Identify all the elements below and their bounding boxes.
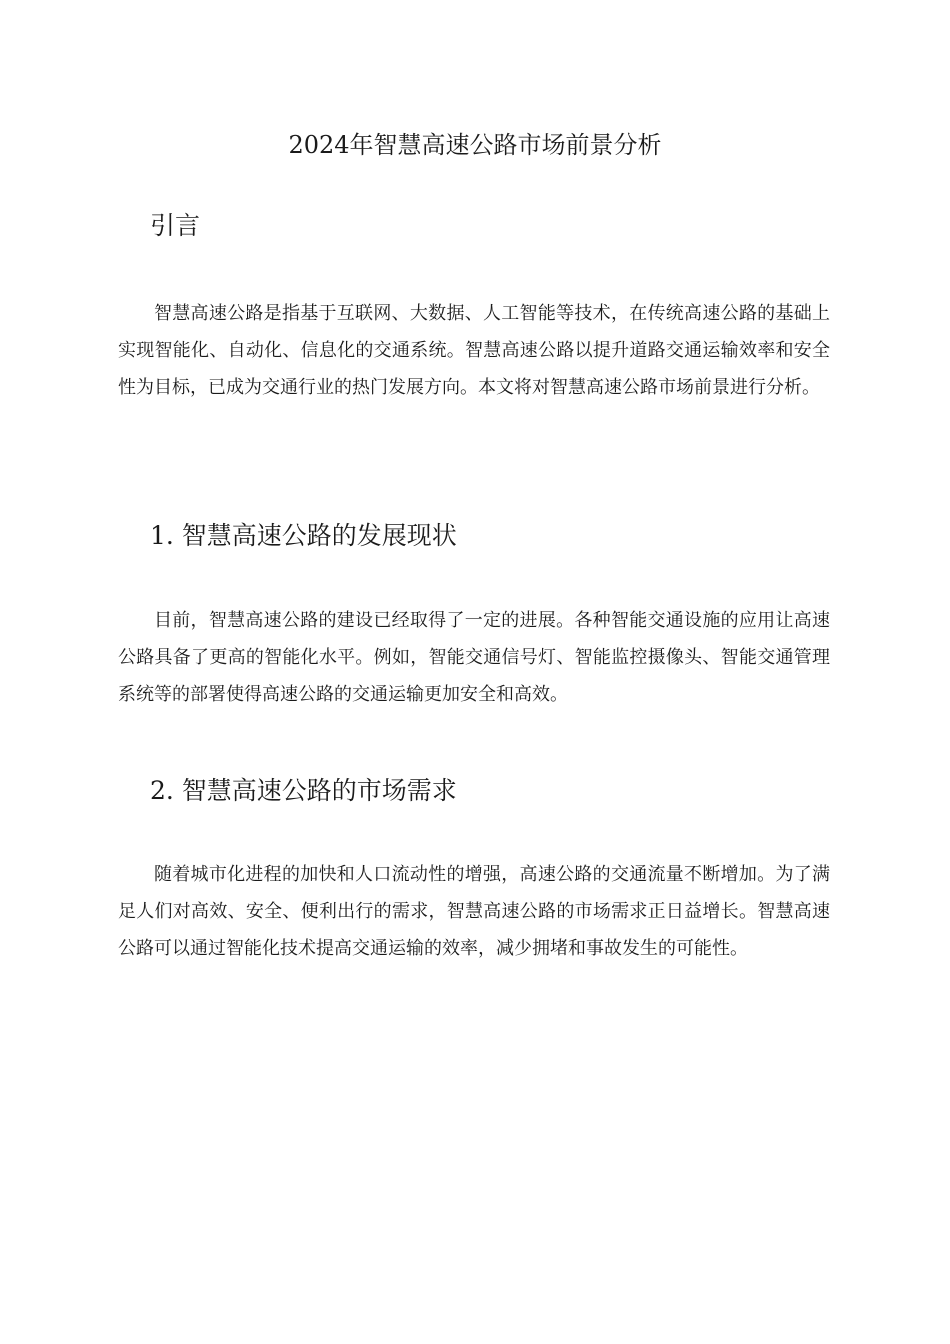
section-paragraph-market-demand: 随着城市化进程的加快和人口流动性的增强，高速公路的交通流量不断增加。为了满足人们对高效、安全、便利出行的需求，智慧高速公路的市场需求正日益增长。智慧高速公路可以通过智能化技术提高交通运输的效率，减少拥堵和事故发生的可能性。	[118, 864, 830, 959]
document-title: 2024年智慧高速公路市场前景分析	[288, 131, 662, 159]
section-heading-market-demand: 2. 智慧高速公路的市场需求	[150, 776, 457, 805]
section-paragraph-development-status: 目前，智慧高速公路的建设已经取得了一定的进展。各种智能交通设施的应用让高速公路具备了更高的智能化水平。例如，智能交通信号灯、智能监控摄像头、智能交通管理系统等的部署使得高速公路的交通运输更加安全和高效。	[118, 610, 830, 705]
section-paragraph-introduction: 智慧高速公路是指基于互联网、大数据、人工智能等技术，在传统高速公路的基础上实现智能化、自动化、信息化的交通系统。智慧高速公路以提升道路交通运输效率和安全性为目标，已成为交通行业的热门发展方向。本文将对智慧高速公路市场前景进行分析。	[118, 303, 830, 398]
section-heading-introduction: 引言	[150, 211, 201, 240]
section-heading-development-status: 1. 智慧高速公路的发展现状	[150, 521, 457, 550]
